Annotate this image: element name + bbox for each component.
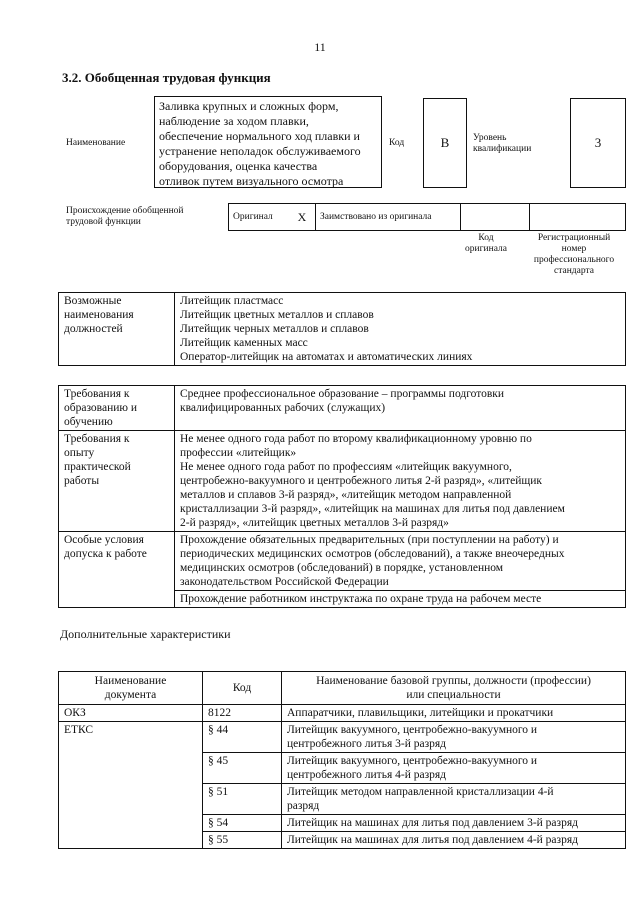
label-line: должностей bbox=[64, 323, 123, 335]
header-line: Наименование bbox=[94, 675, 167, 687]
caption-line: профессионального bbox=[533, 255, 615, 265]
name-line: Литейщик методом направленной кристаллизации 4-й bbox=[287, 786, 554, 798]
function-code-box bbox=[423, 98, 467, 188]
name-cell bbox=[282, 815, 626, 832]
experience-label bbox=[59, 431, 175, 532]
original-cell bbox=[229, 204, 290, 231]
reg-number-cell bbox=[530, 204, 626, 231]
function-name-line: отливок путем визуального осмотра bbox=[159, 174, 344, 188]
label-line: Требования к bbox=[64, 433, 130, 445]
code-original-caption bbox=[456, 233, 516, 255]
name-cell bbox=[282, 705, 626, 722]
origin-table bbox=[228, 203, 626, 231]
positions-table bbox=[58, 292, 626, 366]
function-name-line: наблюдение за ходом плавки, bbox=[159, 114, 309, 128]
additional-table bbox=[58, 671, 626, 849]
header-code: Код bbox=[203, 672, 282, 705]
position-item: Литейщик каменных масс bbox=[180, 337, 308, 349]
text-line: профессии «литейщик» bbox=[180, 447, 297, 459]
code-cell: § 51 bbox=[203, 784, 282, 815]
caption-line: оригинала bbox=[465, 244, 507, 254]
text-line: Среднее профессиональное образование – программы подготовки bbox=[180, 388, 505, 400]
position-item: Литейщик черных металлов и сплавов bbox=[180, 323, 369, 335]
code-original-cell bbox=[461, 204, 530, 231]
qualification-level-box bbox=[570, 98, 626, 188]
original-mark: X bbox=[289, 204, 316, 231]
header-line: Наименование базовой группы, должности (профессии) bbox=[316, 675, 591, 687]
education-label bbox=[59, 386, 175, 431]
text-line: Не менее одного года работ по профессиям «литейщик вакуумного, bbox=[180, 461, 512, 473]
caption-line: номер bbox=[561, 244, 587, 254]
page-number: 11 bbox=[314, 40, 326, 54]
label-line: опыту bbox=[64, 447, 95, 459]
function-name-line: Заливка крупных и сложных форм, bbox=[159, 99, 339, 113]
position-item: Литейщик пластмасс bbox=[180, 295, 284, 307]
text-line: кристаллизации 3-й разряд», «литейщик на машинах для литья под давлением bbox=[180, 503, 565, 515]
origin-label-line: Происхождение обобщенной bbox=[66, 206, 184, 216]
label-line: наименования bbox=[64, 309, 134, 321]
borrowed-cell: Заимствовано из оригинала bbox=[316, 204, 461, 231]
text-line: периодических медицинских осмотров (обследований), а также внеочередных bbox=[180, 548, 565, 560]
function-name-line: оборудования, оценка качества bbox=[159, 159, 318, 173]
text-line: центробежно-вакуумного и центробежного литья 2-й разряд», «литейщик bbox=[180, 475, 543, 487]
name-line: Литейщик вакуумного, центробежно-вакуумного и bbox=[287, 724, 538, 736]
original-label: Оригинал bbox=[233, 212, 273, 222]
text-line: квалифицированных рабочих (служащих) bbox=[180, 402, 386, 414]
conditions-text bbox=[175, 532, 626, 591]
function-name-line: устранение неполадок обслуживаемого bbox=[159, 144, 361, 158]
position-item: Литейщик цветных металлов и сплавов bbox=[180, 309, 374, 321]
level-label bbox=[473, 133, 531, 155]
code-cell: § 55 bbox=[203, 832, 282, 849]
name-line: Литейщик вакуумного, центробежно-вакуумного и bbox=[287, 755, 538, 767]
function-name-line: обеспечение нормального ход плавки и bbox=[159, 129, 360, 143]
name-line: разряд bbox=[287, 800, 320, 812]
caption-line: стандарта bbox=[554, 266, 594, 276]
code-cell: § 44 bbox=[203, 722, 282, 753]
name-cell bbox=[282, 832, 626, 849]
label-line: практической bbox=[64, 461, 131, 473]
name-label: Наименование bbox=[66, 138, 126, 148]
requirements-table bbox=[58, 385, 626, 608]
caption-line: Код bbox=[478, 233, 494, 243]
name-line: Аппаратчики, плавильщики, литейщики и прокатчики bbox=[287, 707, 554, 719]
label-line: образованию и bbox=[64, 402, 137, 414]
name-line: центробежного литья 3-й разряд bbox=[287, 738, 447, 750]
name-line: Литейщик на машинах для литья под давлением 3-й разряд bbox=[287, 817, 578, 829]
education-text bbox=[175, 386, 626, 431]
label-line: допуска к работе bbox=[64, 548, 147, 560]
function-name-box bbox=[154, 96, 382, 188]
code-cell: § 54 bbox=[203, 815, 282, 832]
text-line: 2-й разряд», «литейщик цветных металлов 3-й разряд» bbox=[180, 517, 449, 529]
caption-line: Регистрационный bbox=[537, 233, 611, 243]
code-cell: 8122 bbox=[203, 705, 282, 722]
header-line: документа bbox=[104, 689, 157, 701]
reg-number-caption bbox=[524, 233, 624, 277]
qualification-level-value: 3 bbox=[594, 135, 602, 150]
header-doc bbox=[59, 672, 203, 705]
label-line: Требования к bbox=[64, 388, 130, 400]
positions-list bbox=[175, 293, 626, 366]
origin-label bbox=[66, 206, 184, 228]
text-line: законодательством Российской Федерации bbox=[180, 576, 389, 588]
text-line: Прохождение обязательных предварительных (при поступлении на работу) и bbox=[180, 534, 559, 546]
label-line: Возможные bbox=[64, 295, 122, 307]
name-cell bbox=[282, 722, 626, 753]
function-code-value: B bbox=[440, 135, 450, 150]
position-item: Оператор-литейщик на автоматах и автоматических линиях bbox=[180, 351, 473, 363]
section-title: 3.2. Обобщенная трудовая функция bbox=[62, 70, 271, 85]
header-name bbox=[282, 672, 626, 705]
text-line: Не менее одного года работ по второму квалификационному уровню по bbox=[180, 433, 532, 445]
table-row bbox=[59, 722, 626, 753]
label-line: работы bbox=[64, 475, 100, 487]
doc-cell: ЕТКС bbox=[59, 722, 203, 849]
label-line: обучению bbox=[64, 416, 113, 428]
label-line: Особые условия bbox=[64, 534, 144, 546]
conditions-text-2: Прохождение работником инструктажа по охране труда на рабочем месте bbox=[175, 591, 626, 608]
name-cell bbox=[282, 784, 626, 815]
level-label-line: Уровень bbox=[473, 133, 507, 143]
level-label-line: квалификации bbox=[473, 144, 532, 154]
name-line: центробежного литья 4-й разряд bbox=[287, 769, 447, 781]
text-line: металлов и сплавов 3-й разряд», «литейщик методом направленной bbox=[180, 489, 512, 501]
additional-title: Дополнительные характеристики bbox=[60, 627, 231, 641]
doc-cell: ОКЗ bbox=[59, 705, 203, 722]
conditions-label bbox=[59, 532, 175, 608]
code-cell: § 45 bbox=[203, 753, 282, 784]
name-cell bbox=[282, 753, 626, 784]
name-line: Литейщик на машинах для литья под давлением 4-й разряд bbox=[287, 834, 578, 846]
header-line: или специальности bbox=[406, 689, 501, 701]
code-label: Код bbox=[389, 138, 405, 148]
text-line: медицинских осмотров (обследований) в порядке, установленном bbox=[180, 562, 504, 574]
experience-text bbox=[175, 431, 626, 532]
positions-label bbox=[59, 293, 175, 366]
table-row bbox=[59, 705, 626, 722]
origin-label-line: трудовой функции bbox=[66, 217, 141, 227]
